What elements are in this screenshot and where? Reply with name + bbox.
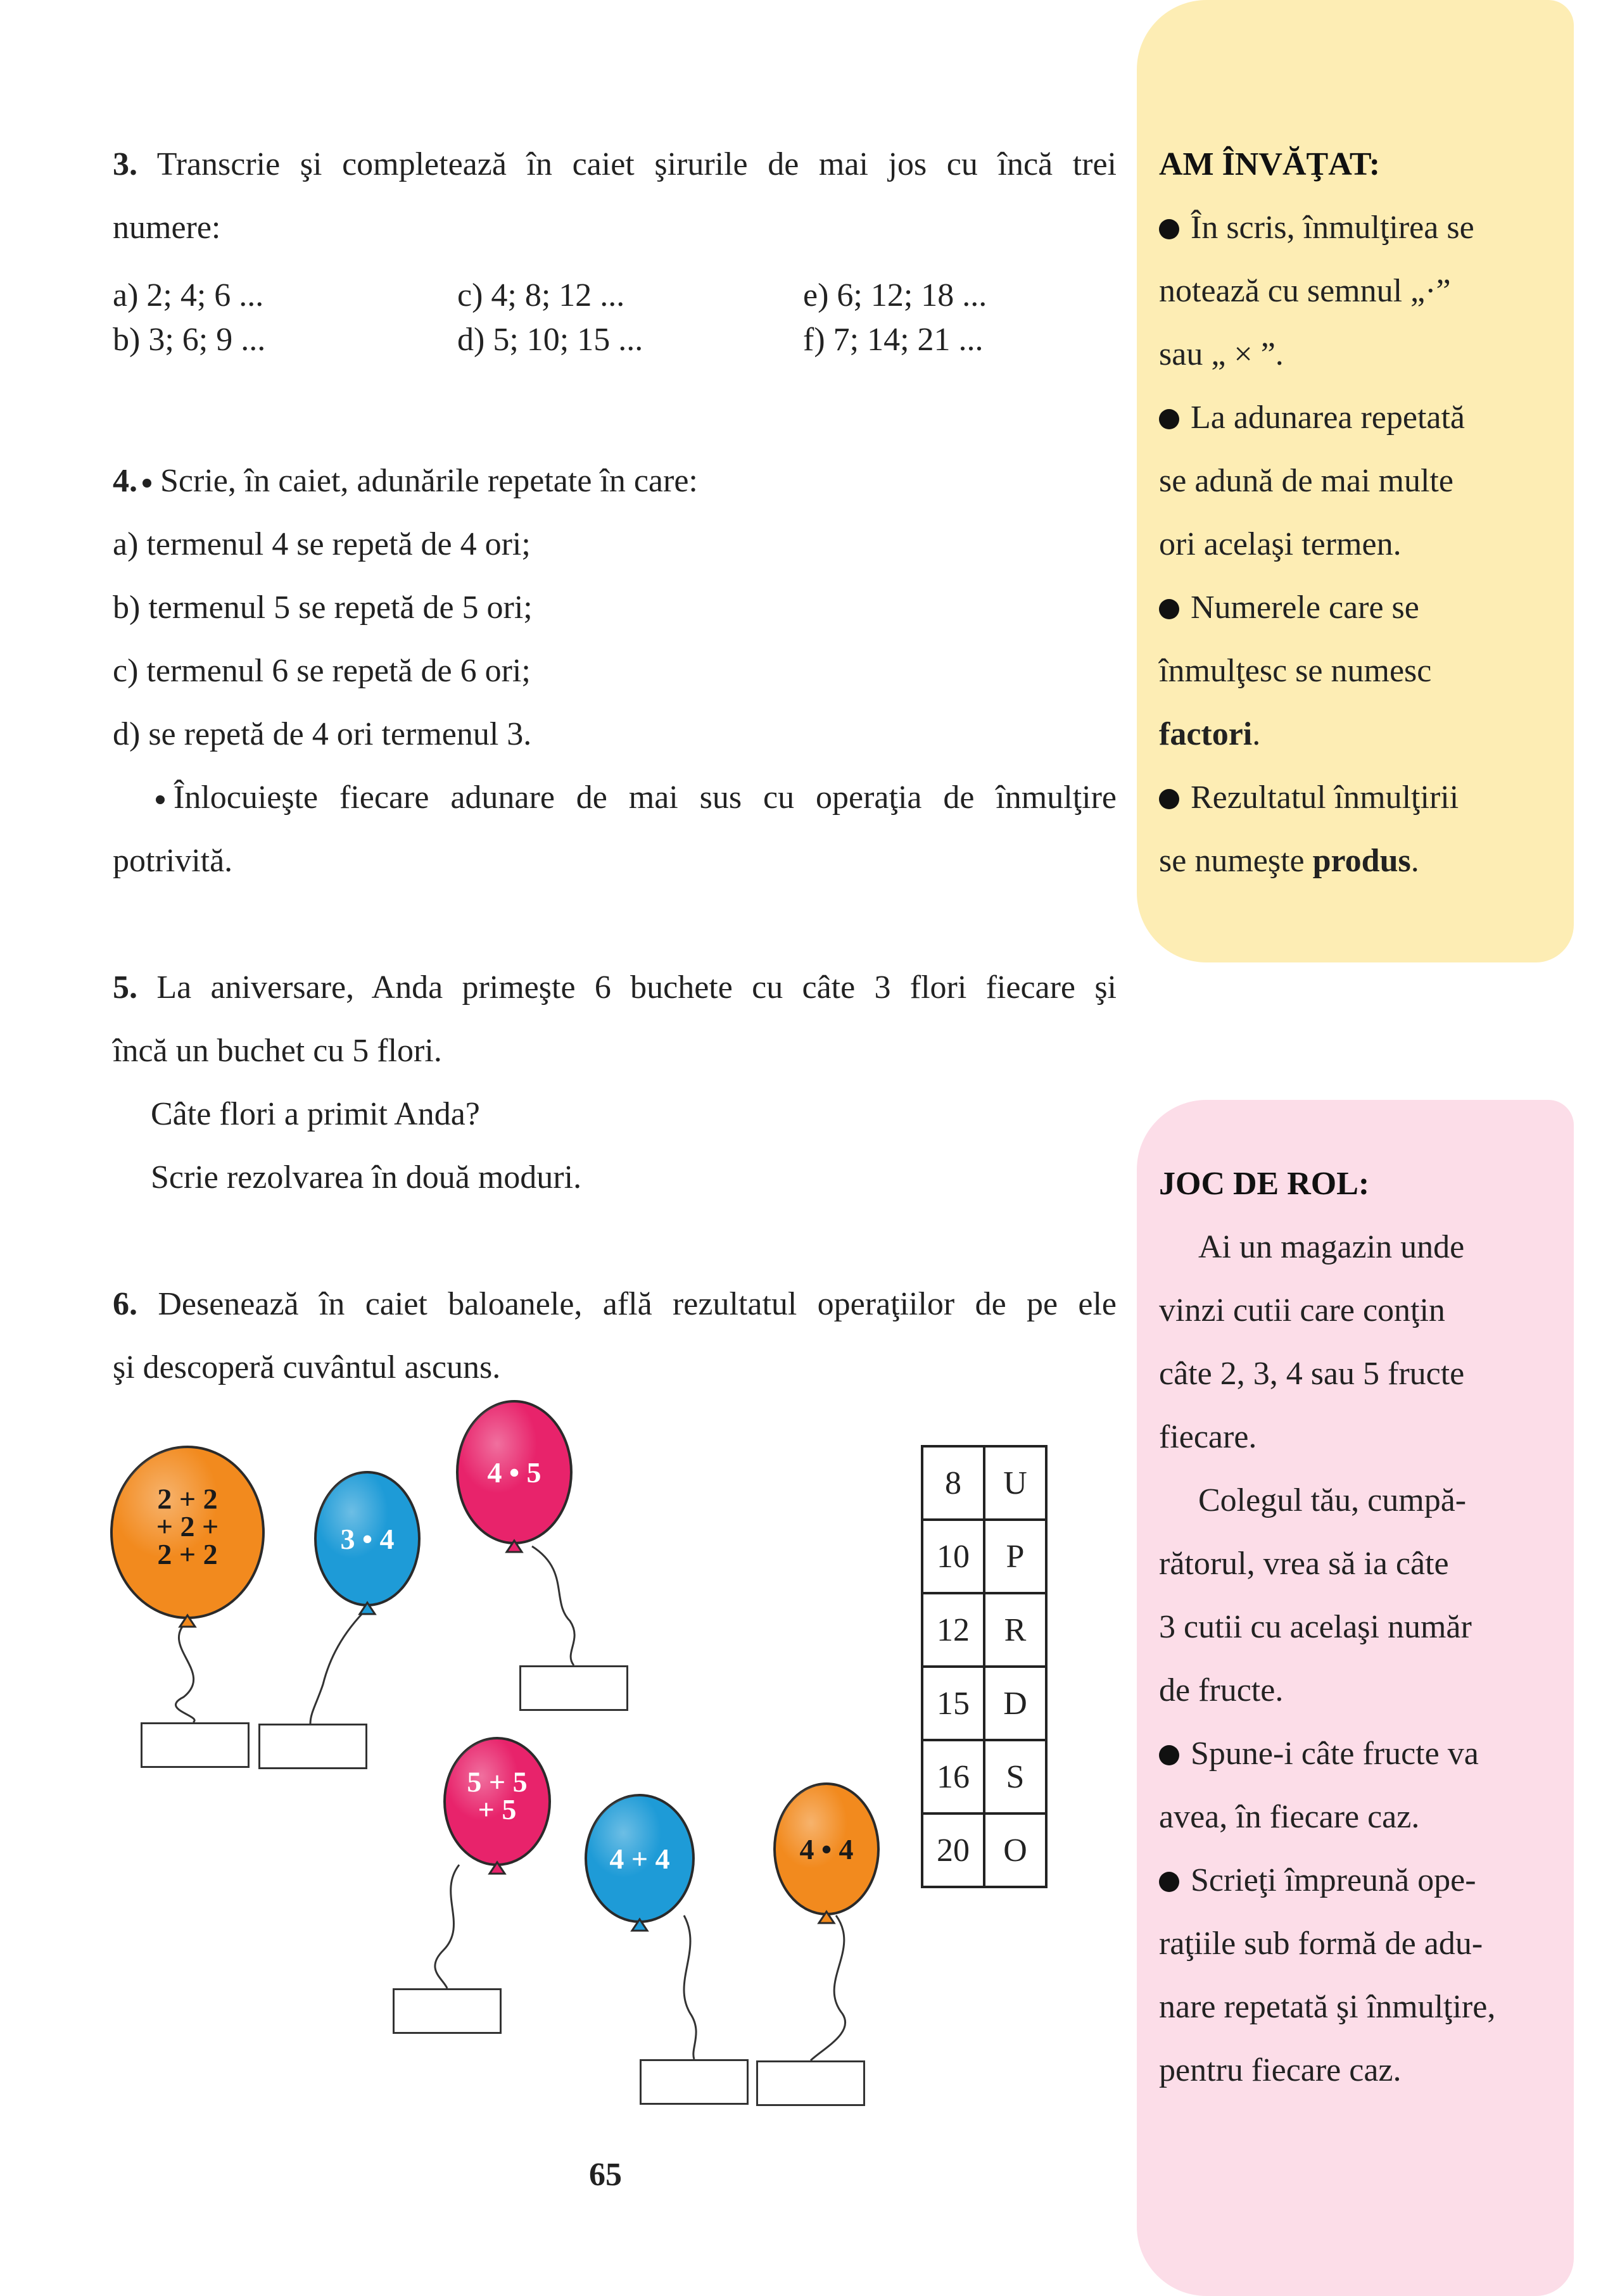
learned-line-11: se numeşte produs. [1159,843,1419,879]
code-letter: O [984,1813,1046,1887]
balloon-label: 5 + 5 [467,1765,528,1798]
ex4-task-line2: potrivită. [113,843,233,879]
code-letter: R [984,1593,1046,1667]
learned-title: AM ÎNVĂŢAT: [1159,146,1381,182]
code-letter: D [984,1667,1046,1740]
balloon-label: + 5 [478,1793,517,1826]
code-letter: S [984,1740,1046,1813]
code-number: 20 [922,1813,984,1887]
page-number: 65 [589,2157,622,2193]
roleplay-line-1: Ai un magazin unde [1198,1229,1465,1265]
learned-line-1: În scris, înmulţirea se [1159,196,1474,260]
balloon-label: 4 + 4 [609,1843,670,1876]
learned-line-3: sau „ × ”. [1159,336,1284,372]
learned-line-9: factori. [1159,716,1261,752]
ex4-item-a: a) termenul 4 se repetă de 4 ori; [113,526,531,562]
balloon-label: 4 • 4 [799,1833,854,1866]
balloon-3 [457,1401,574,1665]
ex3-a: a) 2; 4; 6 ... [113,277,264,313]
balloon-label: 4 • 5 [487,1456,541,1489]
ex5-q1: Câte flori a primit Anda? [151,1096,480,1132]
roleplay-line-5: Colegul tău, cumpă- [1198,1482,1467,1518]
ex3-e: e) 6; 12; 18 ... [803,277,987,313]
ex6-line2: şi descoperă cuvântul ascuns. [113,1349,501,1385]
ex6-line1: 6. Desenează în caiet baloanele, află rezultatul operaţiilor de pe ele [113,1286,1117,1322]
balloon-label: 3 • 4 [340,1523,395,1556]
balloon-string [310,1608,367,1724]
balloon-string [175,1621,194,1722]
ex3-line1: 3. Transcrie şi completează în caiet şirurile de mai jos cu încă trei [113,146,1117,182]
roleplay-line-7: 3 cutii cu acelaşi număr [1159,1609,1472,1645]
balloon-5 [586,1795,696,2059]
roleplay-line-12: raţiile sub formă de adu- [1159,1926,1483,1962]
ex3-d: d) 5; 10; 15 ... [457,322,643,358]
code-number: 15 [922,1667,984,1740]
ex5-q2: Scrie rezolvarea în două moduri. [151,1159,582,1195]
code-row [922,1667,1046,1740]
ex3-f: f) 7; 14; 21 ... [803,322,984,358]
roleplay-line-10: avea, în fiecare caz. [1159,1799,1420,1835]
code-row [922,1520,1046,1593]
answer-box-5[interactable] [640,2059,749,2105]
ex4-item-d: d) se repetă de 4 ori termenul 3. [113,716,532,752]
bullet-icon [1159,219,1179,239]
roleplay-title: JOC DE ROL: [1159,1166,1370,1202]
ex4-item-c: c) termenul 6 se repetă de 6 ori; [113,653,531,689]
ex3-b: b) 3; 6; 9 ... [113,322,266,358]
balloon-label: 2 + 2 [157,1537,218,1570]
balloon-string [532,1546,574,1665]
answer-box-3[interactable] [519,1665,628,1711]
ex4-intro: 4. Scrie, în caiet, adunările repetate în care: [113,463,698,499]
code-row [922,1593,1046,1667]
code-letter: U [984,1446,1046,1520]
bullet-icon [1159,1745,1179,1765]
roleplay-line-2: vinzi cutii care conţin [1159,1292,1445,1328]
balloon-label: + 2 + [156,1510,219,1543]
code-letter: P [984,1520,1046,1593]
bullet-icon [1159,789,1179,809]
roleplay-line-8: de fructe. [1159,1672,1284,1708]
ex4-item-b: b) termenul 5 se repetă de 5 ori; [113,590,533,626]
answer-box-2[interactable] [258,1724,367,1769]
roleplay-line-11: Scrieţi împreună ope- [1159,1849,1476,1912]
learned-line-6: ori acelaşi termen. [1159,526,1402,562]
code-row [922,1446,1046,1520]
code-number: 16 [922,1740,984,1813]
roleplay-line-4: fiecare. [1159,1419,1257,1455]
answer-box-1[interactable] [141,1722,250,1768]
learned-line-10: Rezultatul înmulţirii [1159,766,1459,829]
answer-box-4[interactable] [393,1988,502,2034]
roleplay-line-6: rătorul, vrea să ia câte [1159,1546,1449,1582]
bullet-icon [1159,1872,1179,1892]
balloon-string [435,1865,459,1988]
learned-line-7: Numerele care se [1159,576,1419,640]
balloon-1 [111,1447,263,1722]
balloon-string [684,1915,696,2059]
ex5-line2: încă un buchet cu 5 flori. [113,1033,442,1069]
ex3-c: c) 4; 8; 12 ... [457,277,625,313]
roleplay-line-9: Spune-i câte fructe va [1159,1722,1479,1786]
ex4-task-line1: Înlocuieşte fiecare adunare de mai sus cu operaţia de înmulţire [151,766,1117,829]
code-table [921,1445,1048,1888]
balloon-4 [435,1738,550,1988]
code-number: 10 [922,1520,984,1593]
ex3-line2: numere: [113,210,221,246]
code-number: 8 [922,1446,984,1520]
balloon-6 [775,1784,878,2060]
balloon-string [811,1915,845,2060]
roleplay-line-13: nare repetată şi înmulţire, [1159,1989,1496,2025]
learned-line-8: înmulţesc se numesc [1159,653,1432,689]
bullet-icon [1159,409,1179,429]
learned-line-4: La adunarea repetată [1159,386,1465,450]
learned-line-2: notează cu semnul „·” [1159,273,1451,309]
balloon-2 [310,1472,419,1724]
code-number: 12 [922,1593,984,1667]
bullet-icon [1159,599,1179,619]
balloon-label: 2 + 2 [157,1482,218,1515]
code-row [922,1813,1046,1887]
answer-box-6[interactable] [756,2060,865,2106]
code-row [922,1740,1046,1813]
roleplay-line-14: pentru fiecare caz. [1159,2052,1402,2088]
learned-line-5: se adună de mai multe [1159,463,1453,499]
roleplay-line-3: câte 2, 3, 4 sau 5 fructe [1159,1356,1465,1392]
ex5-line1: 5. La aniversare, Anda primeşte 6 buchete cu câte 3 flori fiecare şi [113,969,1117,1006]
